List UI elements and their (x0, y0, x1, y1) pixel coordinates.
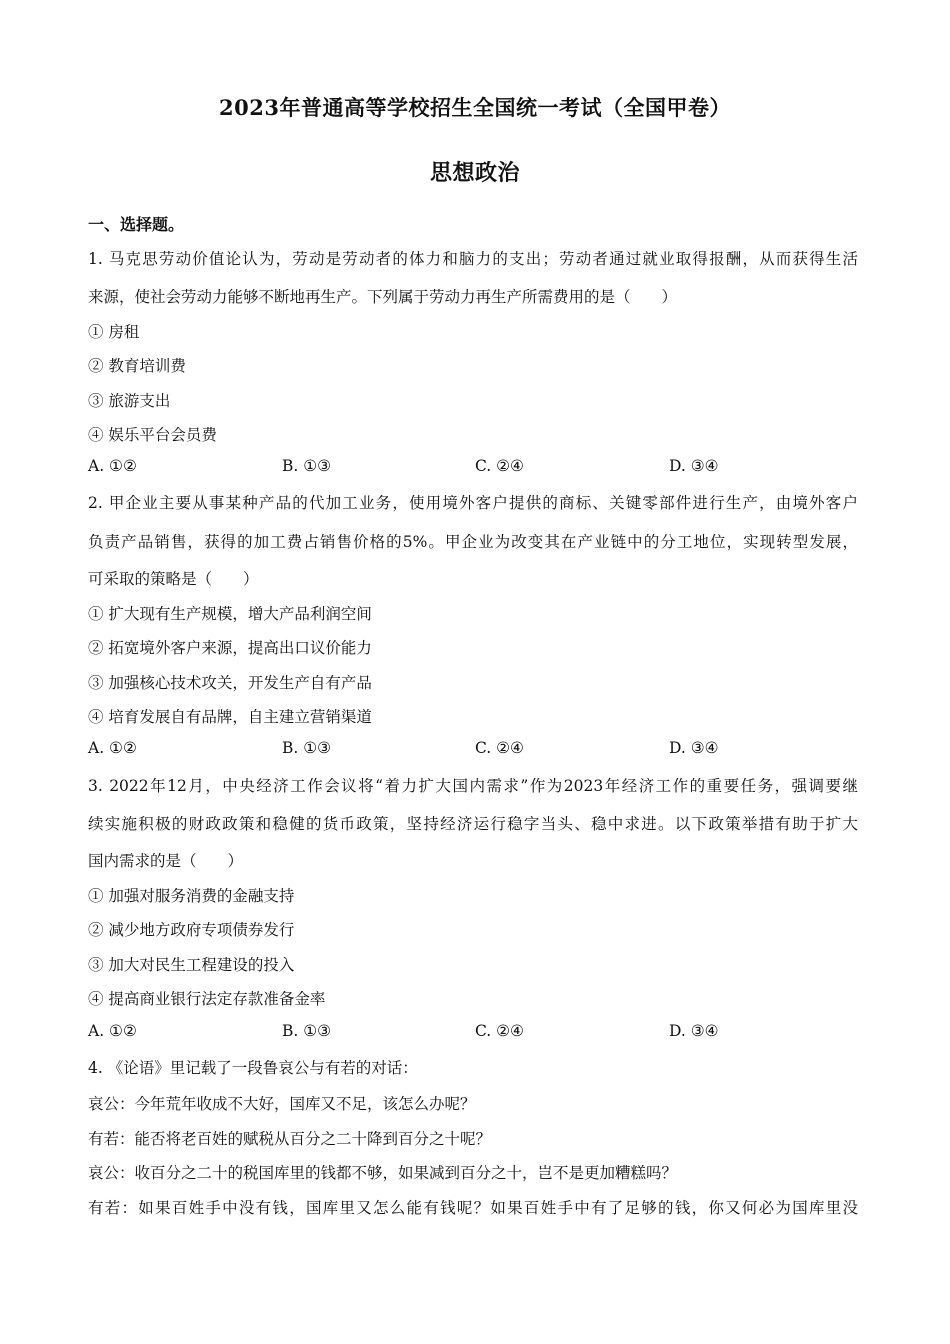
question-3-item-3: ③ 加大对民生工程建设的投入 (88, 956, 295, 974)
question-3-choice-d: D. ③④ (669, 1022, 719, 1040)
question-1-choice-c: C. ②④ (475, 457, 524, 475)
question-1-item-3: ③ 旅游支出 (88, 392, 171, 410)
question-3-item-1: ① 加强对服务消费的金融支持 (88, 887, 295, 905)
question-1-line-1: 1. 马克思劳动价值论认为，劳动是劳动者的体力和脑力的支出；劳动者通过就业取得报酬，从而获得生活 (88, 250, 858, 268)
question-2-item-4: ④ 培育发展自有品牌，自主建立营销渠道 (88, 708, 372, 726)
question-2-line-1: 2. 甲企业主要从事某种产品的代加工业务，使用境外客户提供的商标、关键零部件进行生产，由境外客户 (88, 494, 858, 512)
question-1-line-2: 来源，使社会劳动力能够不断地再生产。下列属于劳动力再生产所需费用的是（ ） (88, 288, 678, 306)
question-1-choice-a: A. ①② (88, 457, 137, 475)
question-2-item-1: ① 扩大现有生产规模，增大产品利润空间 (88, 605, 372, 623)
question-2-item-2: ② 拓宽境外客户来源，提高出口议价能力 (88, 639, 372, 657)
question-2-choice-c: C. ②④ (475, 739, 524, 757)
question-1-item-4: ④ 娱乐平台会员费 (88, 426, 217, 444)
question-3-line-2: 续实施积极的财政政策和稳健的货币政策，坚持经济运行稳字当头、稳中求进。以下政策举措有助于扩大 (88, 815, 858, 833)
exam-title: 2023年普通高等学校招生全国统一考试（全国甲卷） (219, 95, 731, 120)
question-3-line-3: 国内需求的是（ ） (88, 852, 244, 870)
question-1-choice-b: B. ①③ (282, 457, 332, 475)
question-3-item-2: ② 减少地方政府专项债券发行 (88, 921, 295, 939)
subject-title: 思想政治 (429, 160, 520, 186)
question-1-item-1: ① 房租 (88, 323, 140, 341)
question-3-choice-c: C. ②④ (475, 1022, 524, 1040)
section-heading: 一、选择题。 (88, 215, 185, 234)
question-2-choice-a: A. ①② (88, 739, 137, 757)
question-3-line-1: 3. 2022年12月，中央经济工作会议将“着力扩大国内需求”作为2023年经济工作的重要任务，强调要继 (88, 777, 858, 795)
question-1-choice-d: D. ③④ (669, 457, 719, 475)
question-2-line-3: 可采取的策略是（ ） (88, 570, 259, 588)
question-3-item-4: ④ 提高商业银行法定存款准备金率 (88, 990, 326, 1008)
question-4-line-3: 有若：能否将老百姓的赋税从百分之二十降到百分之十呢？ (88, 1130, 492, 1148)
question-4-line-5: 有若：如果百姓手中没有钱，国库里又怎么能有钱呢？如果百姓手中有了足够的钱，你又何必为国库里没 (88, 1199, 858, 1217)
question-1-item-2: ② 教育培训费 (88, 357, 186, 375)
question-3-choice-a: A. ①② (88, 1022, 137, 1040)
question-3-choice-b: B. ①③ (282, 1022, 332, 1040)
question-4-line-1: 4. 《论语》里记载了一段鲁哀公与有若的对话： (88, 1059, 418, 1077)
question-2-line-2: 负责产品销售，获得的加工费占销售价格的5%。甲企业为改变其在产业链中的分工地位，实现转型发展， (88, 533, 858, 551)
question-4-line-4: 哀公：收百分之二十的税国库里的钱都不够，如果减到百分之十，岂不是更加糟糕吗？ (88, 1164, 678, 1182)
question-2-choice-b: B. ①③ (282, 739, 332, 757)
question-2-choice-d: D. ③④ (669, 739, 719, 757)
question-2-item-3: ③ 加强核心技术攻关，开发生产自有产品 (88, 674, 372, 692)
question-4-line-2: 哀公：今年荒年收成不大好，国库又不足，该怎么办呢？ (88, 1095, 476, 1113)
